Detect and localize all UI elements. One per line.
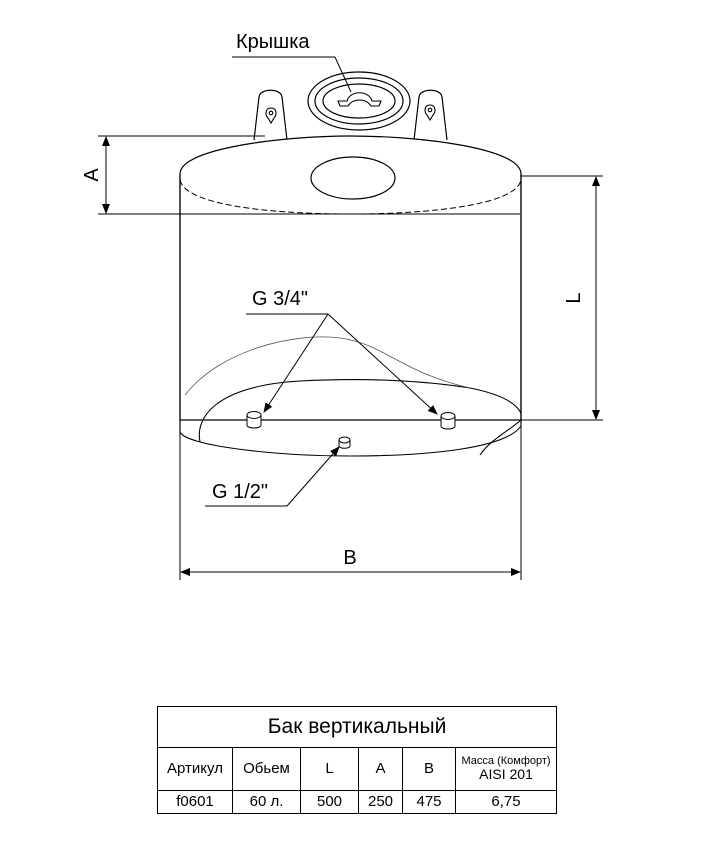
cell-volume: 60 л.: [233, 791, 301, 814]
table-title-row: [158, 707, 557, 748]
dimension-l-label: L: [563, 292, 585, 304]
cell-article: f0601: [158, 791, 233, 814]
lid-label: Крышка: [236, 31, 310, 53]
table-row: [158, 791, 557, 814]
dimension-a-label: A: [81, 168, 103, 182]
fitting-icon: [441, 413, 455, 430]
dimension-l: [521, 176, 603, 420]
dimension-b-label: B: [343, 547, 357, 569]
header-mass: [456, 748, 557, 791]
header-b: B: [403, 748, 456, 791]
table-header-row: [158, 748, 557, 791]
fitting-icon: [339, 437, 350, 448]
header-mass-label: Масса (Комфорт): [461, 755, 551, 768]
thread-large-label: G 3/4": [252, 288, 309, 310]
header-l: L: [301, 748, 359, 791]
handle-icon: [338, 93, 381, 106]
cell-mass: 6,75: [456, 791, 557, 814]
spec-table: [157, 706, 557, 814]
header-mass-material: AISI 201: [479, 766, 533, 783]
right-mounting-bracket: [414, 90, 447, 140]
cell-a: 250: [359, 791, 403, 814]
fitting-icon: [247, 412, 261, 429]
header-a: A: [359, 748, 403, 791]
table-title: Бак вертикальный: [158, 707, 557, 748]
cell-b: 475: [403, 791, 456, 814]
header-volume: Обьем: [233, 748, 301, 791]
thread-small-label: G 1/2": [212, 481, 269, 503]
header-article: Артикул: [158, 748, 233, 791]
lid: [308, 72, 410, 130]
cell-l: 500: [301, 791, 359, 814]
